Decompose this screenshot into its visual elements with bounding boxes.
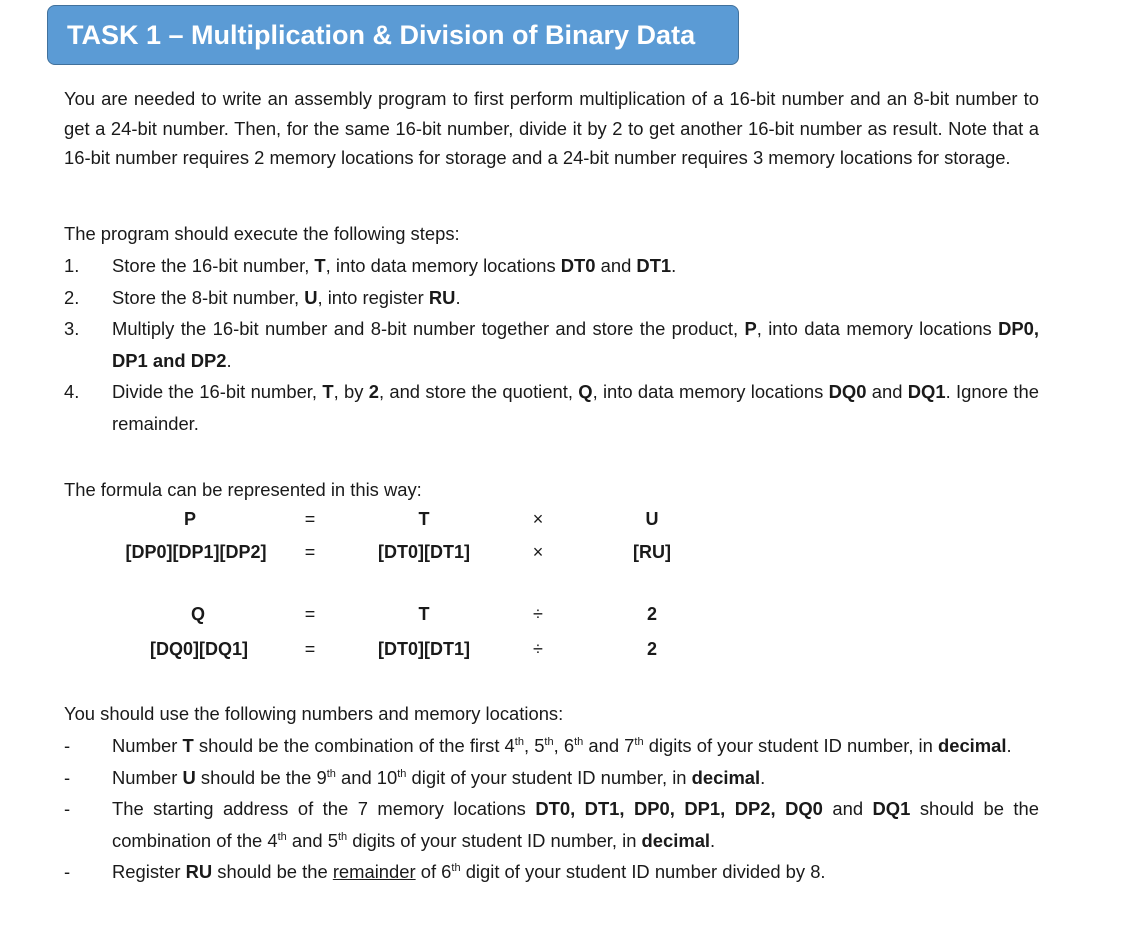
- list-marker: -: [64, 735, 71, 756]
- formula-cell: =: [304, 604, 316, 624]
- text-run: P: [744, 318, 757, 339]
- formula-cell: 2: [646, 639, 657, 659]
- list-marker: -: [64, 798, 71, 819]
- formula-cell: ÷: [533, 604, 543, 624]
- intro-paragraph: You are needed to write an assembly program to first perform multiplication of a 16-bit number and an 8-bit number to get a 24-bit number. Then, for the same 16-bit number, divide it by 2 to get another 16-bit number as result. Note that a 16-bit number requires 2 memory locations for storage and a 24-bit number requires 3 memory locations for storage.: [64, 88, 1039, 168]
- text-run: , by: [333, 381, 369, 402]
- usage-item: [64, 793, 1039, 856]
- text-run: of 6: [415, 861, 452, 882]
- text-run: .: [710, 829, 716, 851]
- usage-item: [64, 856, 1039, 888]
- formula-cell: ×: [532, 509, 544, 529]
- list-marker: 4.: [64, 381, 80, 402]
- text-run: th: [574, 735, 584, 748]
- text-run: U: [304, 286, 318, 308]
- text-run: , into data memory locations: [592, 381, 829, 402]
- text-run: DQ1: [907, 381, 946, 402]
- text-run: Register: [112, 861, 186, 882]
- text-run: Q: [578, 381, 593, 402]
- text-run: . Ignore the remainder.: [112, 381, 1039, 434]
- text-run: T: [182, 735, 194, 756]
- steps-heading: The program should execute the following steps:: [64, 223, 460, 244]
- text-run: and 10: [335, 766, 398, 788]
- step-item: [64, 313, 1039, 376]
- text-run: T: [314, 255, 326, 276]
- task-title: TASK 1 – Multiplication & Division of Binary Data: [47, 5, 739, 65]
- text-run: The starting address of the 7 memory locations: [112, 798, 536, 819]
- formula-cell: T: [418, 604, 430, 624]
- text-run: th: [337, 830, 348, 843]
- step-item: [64, 282, 1039, 314]
- list-marker: 3.: [64, 318, 80, 339]
- text-run: , and store the quotient,: [378, 381, 579, 402]
- formula-cell: ÷: [533, 639, 543, 659]
- text-run: Number: [112, 735, 183, 756]
- text-run: digit of your student ID number, in: [406, 766, 692, 788]
- formula-heading: The formula can be represented in this way:: [64, 479, 422, 500]
- text-run: .: [226, 349, 232, 371]
- text-run: and: [822, 798, 873, 819]
- text-run: Divide the 16-bit number,: [112, 381, 323, 402]
- text-run: DT1: [636, 255, 672, 276]
- formula-cell: =: [304, 542, 316, 562]
- text-run: , 6: [553, 735, 575, 756]
- text-run: U: [182, 766, 196, 788]
- list-marker: 2.: [64, 286, 80, 308]
- formula-cell: T: [418, 509, 430, 529]
- text-run: Store the 16-bit number,: [112, 255, 315, 276]
- text-run: and: [866, 381, 908, 402]
- formula-cell: [DP0][DP1][DP2]: [125, 542, 267, 562]
- text-run: th: [326, 767, 336, 780]
- text-run: should be the: [212, 861, 333, 882]
- text-run: digits of your student ID number, in: [347, 829, 642, 851]
- text-run: , into register: [317, 286, 429, 308]
- text-run: RU: [428, 286, 456, 308]
- text-run: DT0: [560, 255, 596, 276]
- text-run: th: [451, 861, 461, 874]
- text-run: , into data memory locations: [325, 255, 561, 276]
- formula-cell: U: [645, 509, 659, 529]
- text-run: , 5: [523, 735, 545, 756]
- text-run: DQ1: [872, 798, 911, 819]
- list-marker: -: [64, 861, 71, 882]
- text-run: , into data memory locations: [756, 318, 999, 339]
- formula-cell: =: [304, 639, 316, 659]
- formula-cell: [DQ0][DQ1]: [150, 639, 248, 659]
- text-run: DP0, DP1 and DP2: [112, 318, 1039, 371]
- text-run: DT0, DT1, DP0, DP1, DP2, DQ0: [535, 798, 823, 819]
- text-run: should be the combination of the first 4: [193, 735, 515, 756]
- text-run: th: [634, 735, 644, 748]
- formula-cell: Q: [190, 604, 205, 624]
- text-run: .: [455, 286, 461, 308]
- formula-cell: [DT0][DT1]: [378, 542, 470, 562]
- formula-cell: 2: [646, 604, 657, 624]
- usage-item: [64, 730, 1039, 762]
- text-run: 2: [368, 381, 379, 402]
- text-run: should be the 9: [195, 766, 327, 788]
- list-marker: -: [64, 766, 71, 788]
- text-run: th: [277, 830, 287, 843]
- text-run: remainder: [332, 861, 416, 882]
- usage-item: [64, 762, 1039, 794]
- usage-heading: You should use the following numbers and memory locations:: [64, 703, 564, 724]
- text-run: decimal: [641, 829, 711, 851]
- text-run: T: [322, 381, 334, 402]
- text-run: should be the combination of the 4: [112, 798, 1039, 851]
- text-run: .: [1006, 735, 1012, 756]
- text-run: Multiply the 16-bit number and 8-bit number together and store the product,: [112, 318, 745, 339]
- text-run: digit of your student ID number divided by 8.: [460, 861, 826, 882]
- text-run: DQ0: [828, 381, 867, 402]
- text-run: and: [595, 255, 637, 276]
- usage-list: [64, 730, 1039, 888]
- text-run: th: [514, 735, 524, 748]
- text-run: decimal: [937, 735, 1007, 756]
- formula-cell: =: [304, 509, 316, 529]
- formula-cell: P: [183, 509, 196, 529]
- text-run: th: [544, 735, 554, 748]
- text-run: and 5: [286, 829, 338, 851]
- text-run: RU: [185, 861, 213, 882]
- text-run: Store the 8-bit number,: [112, 286, 305, 308]
- text-run: Number: [112, 766, 183, 788]
- list-marker: 1.: [64, 255, 80, 276]
- formula-cell: ×: [532, 542, 544, 562]
- text-run: th: [397, 767, 407, 780]
- text-run: .: [760, 766, 766, 788]
- step-item: [64, 376, 1039, 439]
- text-run: and 7: [583, 735, 635, 756]
- text-run: .: [671, 255, 677, 276]
- steps-list: [64, 250, 1039, 439]
- formula-cell: [DT0][DT1]: [378, 639, 470, 659]
- text-run: decimal: [691, 766, 761, 788]
- text-run: digits of your student ID number, in: [643, 735, 938, 756]
- step-item: [64, 250, 1039, 282]
- formula-cell: [RU]: [633, 542, 671, 562]
